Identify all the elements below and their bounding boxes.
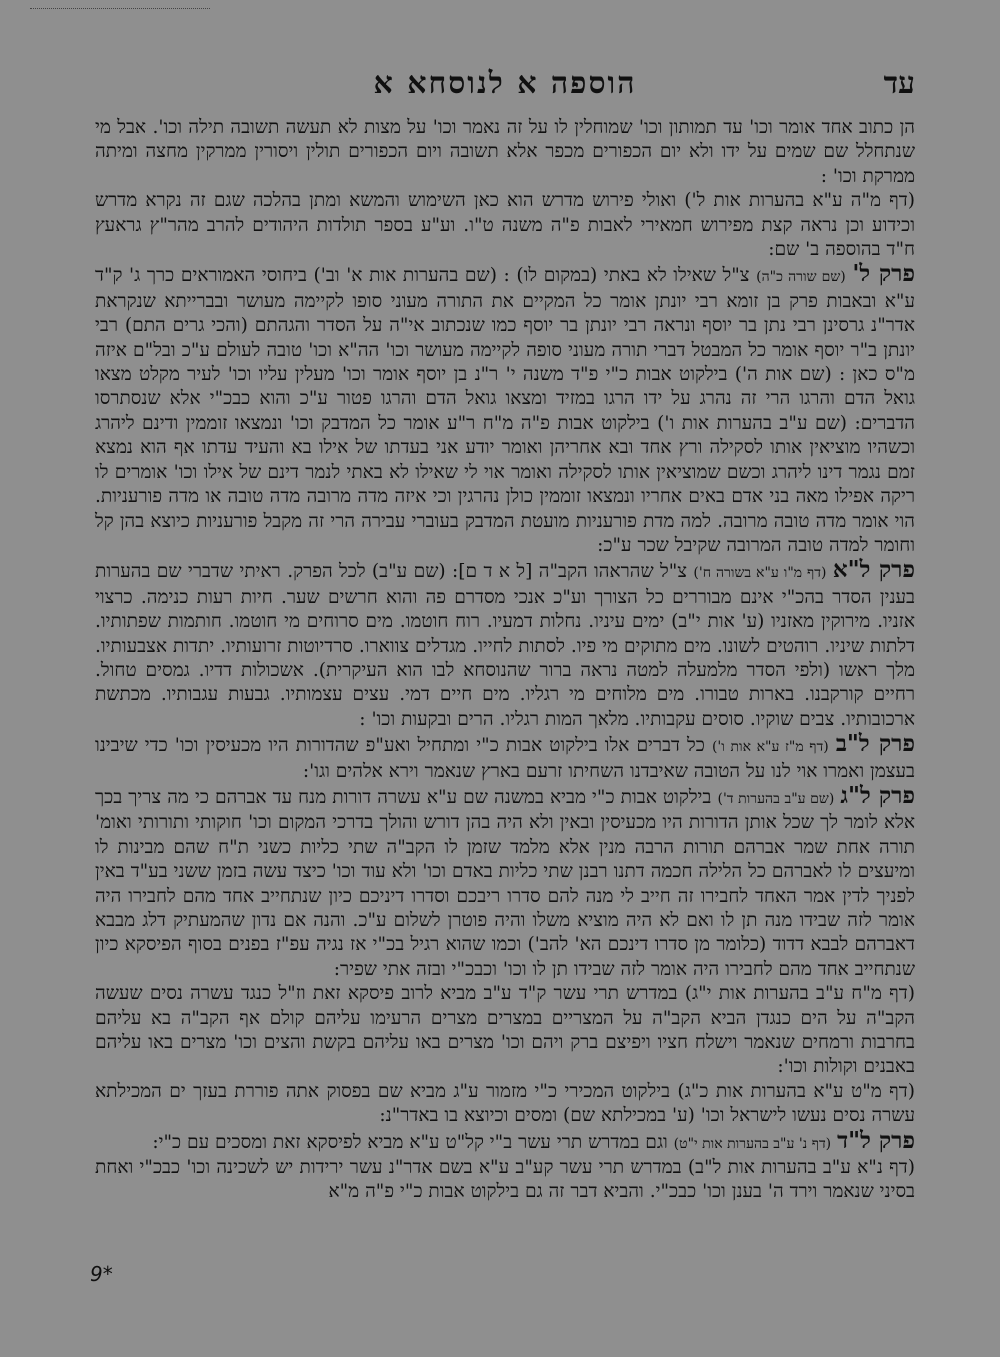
folio-mark: 9* bbox=[90, 1262, 113, 1286]
paragraph-text: צ"ל שהראהו הקב"ה [ל א ד ם]: (שם ע"ב) לכל הפרק. ראיתי שדברי שם בהערות בענין הסדר בהכ"י אינם מבוררים כל הצורך וע"כ אנכי מסדרם פה והוא חרשים שער. חיות רעות כנימה. כרצוי אזניו. מירוקין מאזניו (ע' אות י"ב) ימים עיניו. נחלות דמעיו. רוח חוטמו. מים סרוחים מי חוטמו. חותמות שפתותיו. דלתות שיניו. רוהטים לשונו. מים מתוקים מי פיו. לסתות לחייו. מגדלים צווארו. סרדיוטות זרועותיו. יתדות אצבעותיו. מלך ראשו (ולפי הסדר מלמעלה למטה נראה ברור שהנוסחא לבו הוא העיקרית). אשכולות דדיו. גמסים טחול. רחיים קורקבנו. בארות טבורו. מים מלוחים מי רגליו. מים חיים דמי. עצים עצמותיו. גבעות עגבותיו. מכתשת ארכובותיו. צבים שוקיו. סוסים עקבותיו. מלאך המות רגליו. הרים ובקעות וכו' : bbox=[95, 561, 915, 730]
paragraph-text: (דף מ"ח ע"ב בהערות אות י"ג) במדרש תרי עשר ק"ד ע"ב מביא לרוב פיסקא זאת וז"ל כנגד עשרה נסים שעשה הקב"ה על הים כנגדן הביא הקב"ה על המצריים במצרים מצרים הרעימו עליהם קולם אף הקב"ה בא עליהם בחרבות ורמחים שנאמר וישלח חציו ויפיצם ברק ויהם וכו' מצרים באו עליהם בקשת והצים וכו' מצרים באו עליהם באבנים וקולות וכו': bbox=[95, 983, 915, 1078]
section-heading: פרק ל' bbox=[852, 260, 915, 288]
document-body bbox=[95, 116, 915, 1205]
paragraph-text: וגם במדרש תרי עשר ב"י קל"ט ע"א מביא לפיסקא זאת ומסכים עם כ"י: bbox=[152, 1131, 668, 1153]
paragraph-text: הן כתוב אחד אומר וכו' עד תמותון וכו' שמוחלין לו על זה נאמר וכו' על מצות לא תעשה תשובה תילה וכו'. אבל מי שנתחלל שם שמים על ידו ולא יום הכפורים מכפר אלא תשובה ויום הכפורים תולין ויסורין ממרקין מחצה ומיתה ממרקת וכו' : bbox=[95, 117, 915, 187]
section-heading: פרק ל"ד bbox=[837, 1126, 915, 1154]
page-title: הוספה א לנוסחא א bbox=[373, 66, 637, 101]
section-heading: פרק ל"א bbox=[832, 556, 915, 584]
page-number: עד bbox=[883, 66, 915, 101]
paragraph-text: (דף מ"ט ע"א בהערות אות כ"ג) בילקוט המכירי כ"י מזמור ע"ג מביא שם בפסוק אתה פוררת בעזך ים המכילתא עשרה נסים נעשו לישראל וכו' (ע' במכילתא שם) ומסים וכיוצא בו באדר"נ: bbox=[95, 1080, 915, 1127]
paragraph-text: (דף נ"א ע"ב בהערות אות ל"ב) במדרש תרי עשר קע"ב ע"א בשם אדר"נ עשר ירידות יש לשכינה וכו' כבכ"י ואחת בסיני שנאמר וירד ה' בענן וכו' כבכ"י. והביא דבר זה גם בילקוט אבות כ"י פ"ה מ"א bbox=[95, 1157, 915, 1203]
page-reference: (דף נ' ע"ב בהערות אות י"ט) bbox=[673, 1135, 832, 1152]
page-reference: (דף מ"ז ע"א אות ו') bbox=[711, 739, 829, 756]
section-paragraph bbox=[95, 781, 915, 982]
section-paragraph bbox=[95, 558, 915, 732]
note-paragraph bbox=[95, 189, 915, 262]
page-reference: (שם שורה כ"ה) bbox=[756, 269, 846, 286]
section-paragraph bbox=[95, 732, 915, 784]
paragraph-text: צ"ל שאילו לא באתי (במקום לו) : (שם בהערות אות א' וב') ביחוסי האמוראים כרך ג' ק"ד ע"א ובאבות פרק בן זומא רבי יונתן אומר כל המקיים את התורה מעוני סופו לקיימה מעושר ובברייתא שנקראת אדר"נ גרסינן רבי נתן בר יוסף ונראה רבי יונתן בר יוסף כמו שנכתוב אי"ה על הסדר והגהתם (והכי גרים התם) רבי יונתן ב"ר יוסף אומר כל המבטל דברי תורה מעוני סופה לקיימה מעושר וכו' הה"א וכו' טובה לעולם ע"כ ובל"ם איזה מ"ס כאן : (שם אות ה') בילקוט אבות כ"י פ"ד משנה י' ר"נ בן יוסף אומר וכו' מעלין עליו וכו' לעיר מקלט מצאו גואל הדם והרגו הרי זה נהרג על ידו הרגו במזיד ומצאו גואל הדם והרגו פטור ע"כ והוא כבכ"י אלא שנסתרסו הדברים: (שם ע"ב בהערות אות ו') בילקוט אבות פ"ה מ"ח ר"ע אומר כל המדבק וכו' ונמצאו זוממין ודינם ליהרג וכשהיו מוציאין אותו לסקילה ורץ אחד ובא אחריהן ואומר יודע אני בעדתו של אילו בא והעיד עדתו אף הוא נמצא זמם נגמר דינו ליהרג וכשם שמוציאין אותו לסקילה ואומר אוי לי שאילו לא באתי לנמר דינם של אילו וכו' אומרים לו ריקה אפילו מאה בני אדם באים אחריו ונמצאו זוממין כולן נהרגין וכי איזה מדה מרובה מדה טובה או מדה פורעניות. הוי אומר מדה טובה מרובה. למה מדת פורעניות מועטת המדבק בעוברי עבירה הרי זה מקבל פורעניות כיוצא בהן קל וחומר למדה טובה המרובה שקיבל שכר ע"כ: bbox=[95, 265, 915, 556]
document-page bbox=[95, 60, 915, 1320]
paragraph-text: בילקוט אבות כ"י מביא במשנה שם ע"א עשרה דורות מנח עד אברהם כי מה צריך בכך אלא לומר לך שכל אותן הדורות היו מכעיסין ובאין ולא היה בהן דורש והולך בדרכי המקום וכו' חוקותי ותורותי ואומ' תורה אחת שמר אברהם תורות הרבה מנין אלא מלמד שזמן לו הקב"ה שתי כליות כשני ת"ח שהם מבינות לו ומיעצים לו לאברהם כל הלילה חכמה דתנו רבנן שתי כליות באדם וכו' ולא עוד וכו' כיצד עשה בזמן ששני בע"ד באין לפניך לדין אמר האחד לחבירו זה חייב לי מנה להם סדרו ריבכם וסדרו דיניכם כיון שנתחייב אחד מהם לחבירו היה אומר לזה שבידו מנה תן לו ואם לא היה מוציא משלו והיה פוטרן לשלום ע"כ. והנה אם נדון שהמעתיק דלג מבבא דאברהם לבבא דדוד (כלומר מן סדרו דינכם הא' להב') וכמו שהוא רגיל בכ"י אז נגיה עפ"ז בפנים בסוף הפיסקא כיון שנתחייב אחד מהם לחבירו היה אומר לזה שבידו תן לו וכו' וכבכ"י ובזה אתי שפיר: bbox=[95, 786, 915, 980]
page-header bbox=[95, 60, 915, 116]
section-heading: פרק ל"ב bbox=[835, 730, 915, 758]
paragraph-text: כל דברים אלו בילקוט אבות כ"י ומתחיל ואע"פ שהדורות היו מכעיסין וכו' כדי שיבינו בעצמן ואמרו אוי לנו על הטובה שאיבדנו השחיתו זרעם בארץ שנאמר וירא אלהים וגו': bbox=[95, 735, 915, 782]
page-reference: (דף מ"ו ע"א בשורה ח') bbox=[693, 565, 827, 582]
note-paragraph bbox=[95, 1156, 915, 1205]
paragraph-text: (דף מ"ה ע"א בהערות אות ל') ואולי פירוש מדרש הוא כאן השימוש והמשא ומתן בהלכה שגם זה נקרא מדרש וכידוע וכן נראה קצת מפירוש חמאירי לאבות פ"ה משנה ט"ו. וע"ע בספר תולדות היהודים להרב מהר"ץ גראעץ ח"ד בהוספה ב' שם: bbox=[95, 190, 915, 261]
scan-artifact bbox=[30, 8, 210, 15]
note-paragraph bbox=[95, 982, 915, 1080]
note-paragraph bbox=[95, 1080, 915, 1129]
section-paragraph bbox=[95, 1126, 915, 1156]
section-paragraph bbox=[95, 262, 915, 558]
text-paragraph bbox=[95, 116, 915, 189]
section-heading: פרק ל"ג bbox=[840, 781, 915, 809]
page-reference: (שם ע"ב בהערות ד') bbox=[717, 790, 835, 807]
